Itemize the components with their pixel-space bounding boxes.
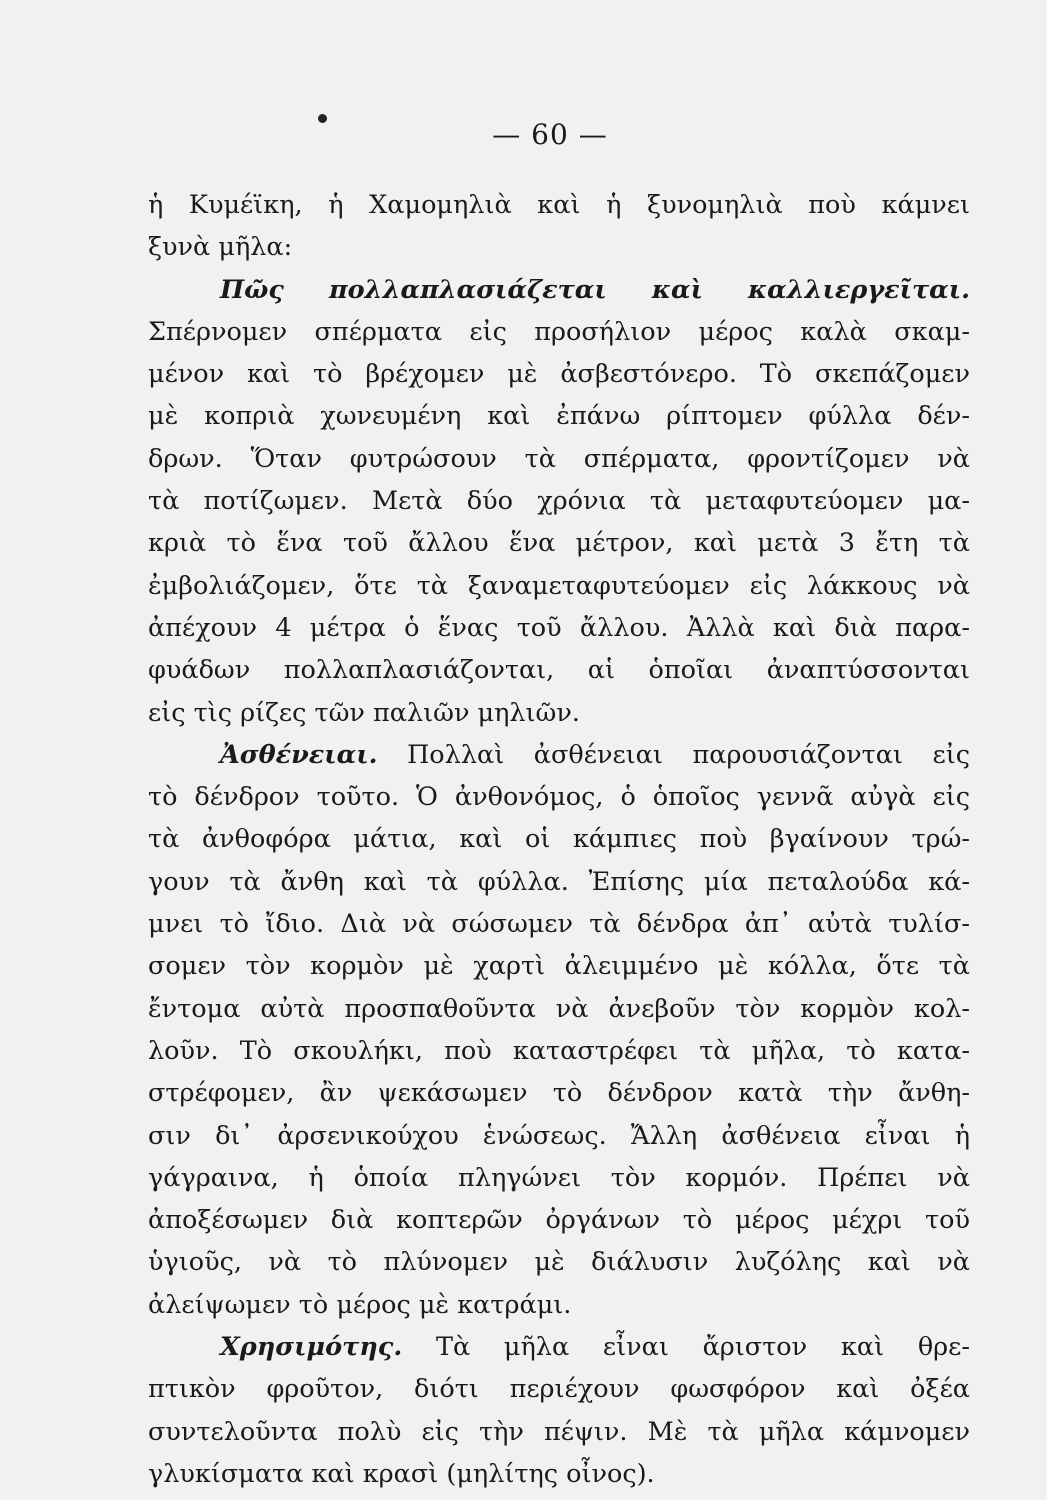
- text-line: [148, 692, 970, 734]
- text-line: [148, 353, 970, 395]
- line-text: φυάδων πολλαπλασιάζονται, αἱ ὁποῖαι ἀναπτύσσονται: [148, 655, 970, 686]
- text-line: [148, 1453, 970, 1495]
- text-line: [148, 734, 970, 776]
- line-text: σομεν τὸν κορμὸν μὲ χαρτὶ ἀλειμμένο μὲ κόλλα, ὅτε τὰ: [148, 951, 970, 982]
- text-line: [148, 1284, 970, 1326]
- line-text: εἰς τὶς ρίζες τῶν παλιῶν μηλιῶν.: [148, 697, 580, 728]
- text-line: [148, 861, 970, 903]
- line-text: Πολλαὶ ἀσθένειαι παρουσιάζονται εἰς: [377, 739, 970, 770]
- text-line: [148, 1157, 970, 1199]
- line-text: κριὰ τὸ ἕνα τοῦ ἄλλου ἕνα μέτρον, καὶ μετὰ 3 ἔτη τὰ: [148, 528, 970, 559]
- line-text: γουν τὰ ἄνθη καὶ τὰ φύλλα. Ἐπίσης μία πεταλούδα κά-: [148, 866, 970, 897]
- line-text: ὑγιοῦς, νὰ τὸ πλύνομεν μὲ διάλυσιν λυζόλης καὶ νὰ: [148, 1247, 970, 1278]
- line-text: πτικὸν φροῦτον, διότι περιέχουν φωσφόρον καὶ ὀξέα: [148, 1374, 970, 1405]
- text-line: [148, 1199, 970, 1241]
- line-text: συντελοῦντα πολὺ εἰς τὴν πέψιν. Μὲ τὰ μῆλα κάμνομεν: [148, 1416, 970, 1447]
- text-line: [148, 395, 970, 437]
- text-line: [148, 1411, 970, 1453]
- line-text: τὰ ἀνθοφόρα μάτια, καὶ οἱ κάμπιες ποὺ βγαίνουν τρώ-: [148, 824, 970, 855]
- line-text: ἡ Κυμέϊκη, ἡ Χαμομηλιὰ καὶ ἡ ξυνομηλιὰ ποὺ κάμνει: [148, 190, 970, 220]
- line-text: ἀπέχουν 4 μέτρα ὁ ἕνας τοῦ ἄλλου. Ἀλλὰ καὶ διὰ παρα-: [148, 612, 970, 643]
- body-text: [148, 184, 970, 1495]
- line-text: γλυκίσματα καὶ κρασὶ (μηλίτης οἶνος).: [148, 1458, 655, 1489]
- text-line: [148, 311, 970, 353]
- text-line: [148, 226, 970, 268]
- line-text: μνει τὸ ἴδιο. Διὰ νὰ σώσωμεν τὰ δένδρα ἀπ᾽ αὐτὰ τυλίσ-: [148, 909, 970, 940]
- section-heading: Χρησιμότης.: [220, 1332, 403, 1363]
- line-text: μὲ κοπριὰ χωνευμένη καὶ ἐπάνω ρίπτομεν φύλλα δέν-: [148, 401, 970, 432]
- line-text: ἐμβολιάζομεν, ὅτε τὰ ξαναμεταφυτεύομεν εἰς λάκκους νὰ: [148, 570, 970, 601]
- text-line: [148, 1368, 970, 1410]
- line-text: δρων. Ὅταν φυτρώσουν τὰ σπέρματα, φροντίζομεν νὰ: [148, 443, 970, 474]
- text-line: [148, 480, 970, 522]
- text-line: [148, 565, 970, 607]
- line-text: λοῦν. Τὸ σκουλήκι, ποὺ καταστρέφει τὰ μῆλα, τὸ κατα-: [148, 1035, 970, 1066]
- line-text: τὸ δένδρον τοῦτο. Ὁ ἀνθονόμος, ὁ ὁποῖος γεννᾶ αὐγὰ εἰς: [148, 782, 970, 813]
- section-heading: Ἀσθένειαι.: [220, 739, 378, 770]
- text-line: [148, 607, 970, 649]
- line-text: Τὰ μῆλα εἶναι ἄριστον καὶ θρε-: [402, 1332, 970, 1363]
- text-line: [148, 1326, 970, 1368]
- line-text: ἔντομα αὐτὰ προσπαθοῦντα νὰ ἀνεβοῦν τὸν κορμὸν κολ-: [148, 993, 970, 1024]
- line-text: μένον καὶ τὸ βρέχομεν μὲ ἀσβεστόνερο. Τὸ σκεπάζομεν: [148, 359, 970, 390]
- text-line: [148, 1241, 970, 1283]
- text-line: [148, 1115, 970, 1157]
- line-text: γάγραινα, ἡ ὁποία πληγώνει τὸν κορμόν. Πρέπει νὰ: [148, 1162, 970, 1193]
- line-text: στρέφομεν, ἂν ψεκάσωμεν τὸ δένδρον κατὰ τὴν ἄνθη-: [148, 1078, 970, 1109]
- text-line: [148, 945, 970, 987]
- text-line: [148, 818, 970, 860]
- line-text: ξυνὰ μῆλα:: [148, 232, 293, 263]
- text-line: [148, 649, 970, 691]
- text-line: [148, 438, 970, 480]
- text-line: [148, 988, 970, 1030]
- text-line: [148, 269, 970, 311]
- text-line: [148, 522, 970, 564]
- text-line: [148, 903, 970, 945]
- page-number: — 60 —: [492, 118, 608, 151]
- text-line: [148, 1030, 970, 1072]
- line-text: τὰ ποτίζωμεν. Μετὰ δύο χρόνια τὰ μεταφυτεύομεν μα-: [148, 486, 970, 517]
- text-line: [148, 1072, 970, 1114]
- line-text: ἀποξέσωμεν διὰ κοπτερῶν ὀργάνων τὸ μέρος μέχρι τοῦ: [148, 1205, 970, 1236]
- section-heading: Πῶς πολλαπλασιάζεται καὶ καλλιεργεῖται.: [220, 274, 970, 305]
- text-line: [148, 776, 970, 818]
- text-line: [148, 184, 970, 226]
- line-text: Σπέρνομεν σπέρματα εἰς προσήλιον μέρος καλὰ σκαμ-: [148, 316, 970, 347]
- line-text: ἀλείψωμεν τὸ μέρος μὲ κατράμι.: [148, 1289, 572, 1320]
- line-text: σιν δι᾽ ἀρσενικούχου ἑνώσεως. Ἄλλη ἀσθένεια εἶναι ἡ: [148, 1120, 970, 1151]
